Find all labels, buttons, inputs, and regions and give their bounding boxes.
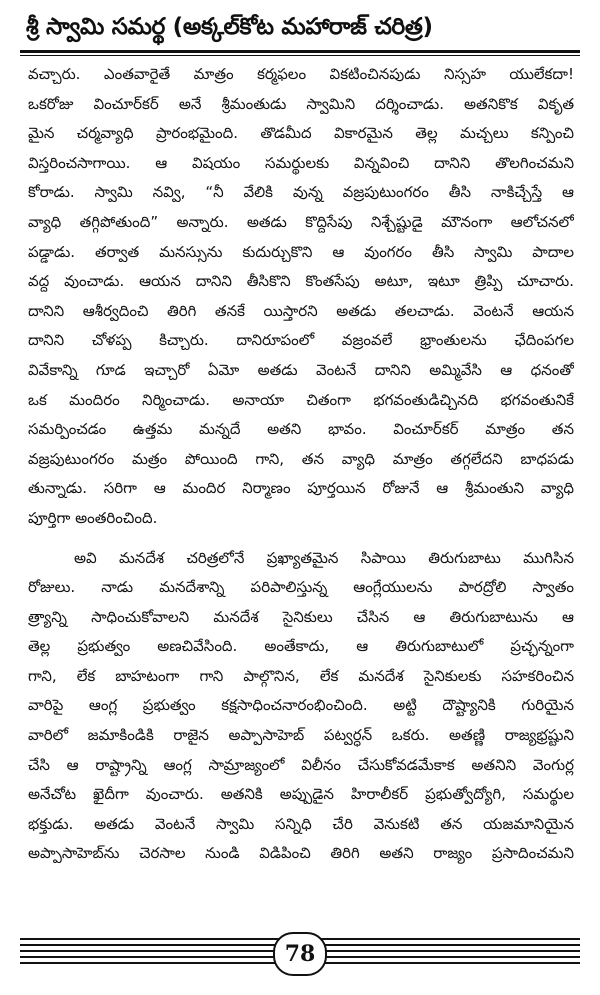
header-rule-thick	[20, 50, 580, 53]
text-line: అప్పాసాహెబ్‌ను చెరసాల నుండి విడిపించి తిరిగి అతని రాజ్యం ప్రసాదించమని	[28, 844, 574, 863]
text-line: వారిపై ఆంగ్ల ప్రభుత్వం కక్షసాధించనారంభించింది. అట్టి దౌష్ట్యానికి గురియైన	[28, 696, 574, 715]
text-line: రోజులు. నాడు మనదేశాన్ని పరిపాలిస్తున్న ఆంగ్లేయులను పారద్రోలి స్వాతం	[28, 578, 574, 597]
page-number: 78	[284, 941, 316, 967]
page-footer	[20, 932, 580, 982]
text-line: అనేచోట ఖైదీగా వుంచారు. అతనికి అప్పుడైన హిరాలీకర్ ప్రభుత్వోద్యోగి, సమర్థుల	[28, 785, 574, 804]
text-line: ఒకరోజు వించూర్‌కర్ అనే శ్రీమంతుడు స్వామిని దర్శించాడు. అతనికొక వికృత	[28, 94, 574, 113]
paragraph-1	[28, 60, 574, 534]
text-line: వచ్చారు. ఎంతవారైతే మాత్రం కర్మఫలం వికటించినపుడు నిస్సహ యులేకదా!	[28, 65, 574, 83]
header-rule-thin	[20, 55, 580, 56]
text-line: విస్తరించసాగాయి. ఆ విషయం సమర్థులకు విన్నవించి దానిని తొలగించమని	[28, 153, 574, 172]
text-line: వివేకాన్ని గూడ ఇచ్చారో ఏమో అతడు వెంటనే దానిని అమ్మివేసి ఆ ధనంతో	[28, 360, 574, 379]
text-line: మైన చర్మవ్యాధి ప్రారంభమైంది. తొడమీద వికారమైన తెల్ల మచ్చలు కన్పించి	[28, 124, 574, 143]
text-line: వారిలో జమాకిండికి రాజైన అప్పాసాహెబ్ పట్వర్ధన్ ఒకరు. అతణ్ణి రాజ్యభ్రష్టుని	[28, 726, 574, 745]
text-line: కోరాడు. స్వామి నవ్వి, “నీ వేలికి వున్న వజ్రపుటుంగరం తీసి నాకిచ్చేస్తే ఆ	[28, 183, 574, 202]
header-title: శ్రీ స్వామి సమర్థ (అక్కల్‌కోట మహారాజ్ చరిత్ర)	[26, 14, 433, 40]
text-line: గాని, లేక బాహటంగా గాని పాల్గొనిన, లేక మనదేశ సైనికులకు సహకరించిన	[28, 666, 574, 685]
text-line: సమర్పించడం ఉత్తమ మన్నదే అతని భావం. వించూర్‌కర్ మాత్రం తన	[28, 420, 574, 439]
text-line: ఒక మందిరం నిర్మించాడు. అనాయా చితంగా భగవంతుడిచ్చినది భగవంతునికే	[28, 390, 574, 409]
running-header	[20, 8, 580, 58]
paragraph-2	[28, 544, 574, 870]
text-line: తెల్ల ప్రభుత్వం అణచివేసింది. అంతేకాదు, ఆ తిరుగుబాటులో ప్రచ్ఛన్నంగా	[28, 637, 574, 656]
text-line: దానిని చోళప్ప కిచ్చారు. దానిరూపంలో వజ్రంవలే భ్రాంతులను ఛేదింపగల	[28, 331, 574, 350]
paragraph-gap	[28, 534, 574, 544]
text-line: తున్నాడు. సరిగా ఆ మందిర నిర్మాణం పూర్తయిన రోజునే ఆ శ్రీమంతుని వ్యాధి	[28, 479, 574, 498]
text-line: వజ్రపుటుంగరం మత్రం పోయింది గాని, తన వ్యాధి మాత్రం తగ్గలేదని బాధపడు	[28, 449, 574, 468]
text-line: భక్తుడు. అతడు వెంటనే స్వామి సన్నిధి చేరి వెనుకటి తన యజమానియైన	[28, 814, 574, 833]
text-line: త్ర్యాన్ని సాధించుకోవాలని మనదేశ సైనికులు చేసిన ఆ తిరుగుబాటును ఆ	[28, 607, 574, 626]
text-line: పూర్తిగా అంతరించింది.	[28, 508, 158, 527]
text-line: వద్ద వుంచాడు. ఆయన దానిని తీసికొని కొంతసేపు అటూ, ఇటూ త్రిప్పి చూచారు.	[28, 272, 574, 291]
text-line: పడ్డాడు. తర్వాత మనస్సును కుదుర్చుకొని ఆ వుంగరం తీసి స్వామి పాదాల	[28, 242, 574, 261]
text-line: వ్యాధి తగ్గిపోతుంది” అన్నారు. అతడు కొద్దిసేపు నిశ్చేష్టుడై మౌనంగా ఆలోచనలో	[28, 212, 574, 231]
body-text	[28, 60, 574, 869]
text-line: దానిని ఆశీర్వదించి తిరిగి తనకే యిస్తారని అతడు తలచాడు. వెంటనే ఆయన	[28, 301, 574, 320]
page-number-badge	[273, 932, 327, 976]
text-line: చేసి ఆ రాష్ట్రాన్ని ఆంగ్ల సామ్రాజ్యంలో విలీనం చేసుకోవడమేకాక అతనిని వెంగుర్ల	[28, 755, 574, 774]
text-line: అవి మనదేశ చరిత్రలోనే ప్రఖ్యాతమైన సిపాయి తిరుగుబాటు ముగిసిన	[74, 548, 574, 567]
